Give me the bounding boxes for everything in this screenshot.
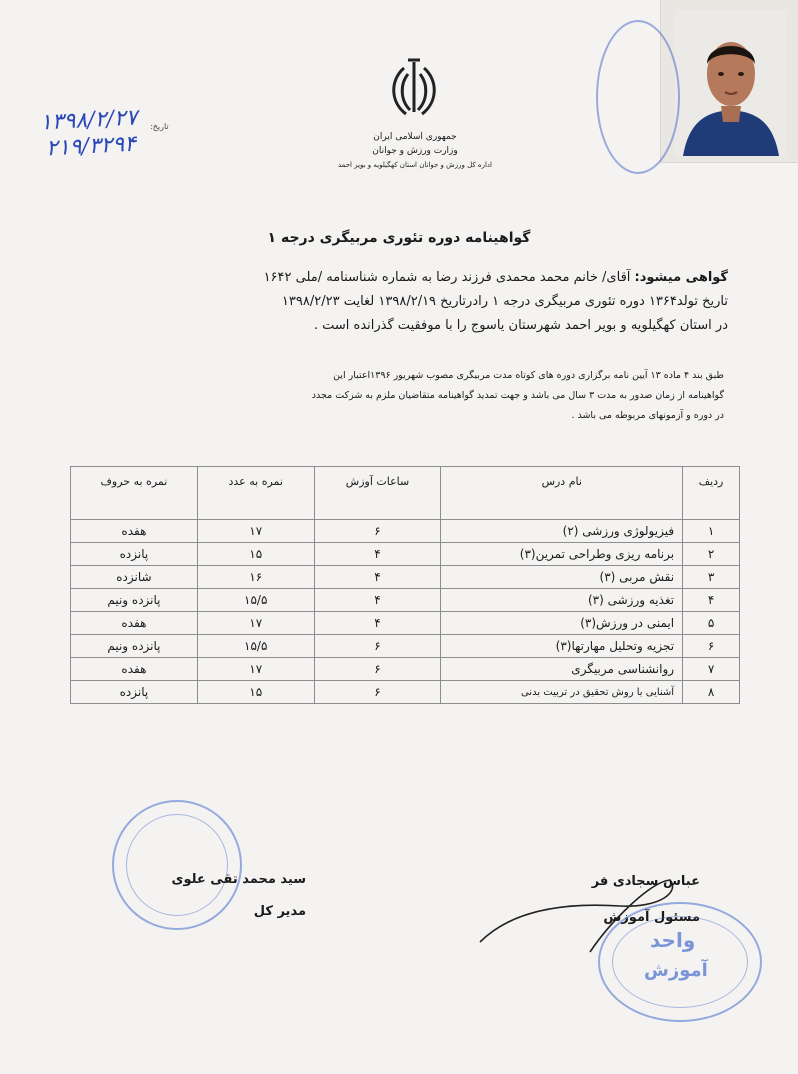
- cell-grade-number: ۱۵/۵: [197, 589, 314, 612]
- stamp-word-1: واحد: [650, 928, 696, 952]
- photo-stamp: [596, 20, 680, 174]
- table-row: [71, 635, 740, 658]
- cell-hours: ۴: [314, 612, 441, 635]
- org-line-2: وزارت ورزش و جوانان: [372, 146, 458, 156]
- table-row: [71, 658, 740, 681]
- cell-grade-word: پانزده ونیم: [71, 589, 198, 612]
- cell-row: ۸: [683, 681, 740, 704]
- table-row: [71, 681, 740, 704]
- cell-course: ایمنی در ورزش(۳): [441, 612, 683, 635]
- header-row-number: ردیف: [683, 467, 740, 520]
- table-row: [71, 589, 740, 612]
- course-table: [70, 466, 740, 704]
- signatory-name-right: عباس سجادی فر: [591, 874, 700, 889]
- cell-row: ۲: [683, 543, 740, 566]
- cell-grade-number: ۱۷: [197, 658, 314, 681]
- cell-hours: ۶: [314, 520, 441, 543]
- cell-row: ۷: [683, 658, 740, 681]
- header-hours: ساعات آوزش: [314, 467, 441, 520]
- cell-course: آشنایی با روش تحقیق در تربیت بدنی: [441, 681, 683, 704]
- body-line-1: آقای/ خانم محمد محمدی فرزند رضا به شماره شناسنامه /ملی ۱۶۴۲: [263, 270, 635, 285]
- body-line-2: تاریخ تولد۱۳۶۴ دوره تئوری مربیگری درجه ۱ رادرتاریخ ۱۳۹۸/۲/۱۹ لغایت ۱۳۹۸/۲/۲۳: [281, 294, 728, 309]
- cell-grade-word: هفده: [71, 658, 198, 681]
- cell-row: ۴: [683, 589, 740, 612]
- signatory-title-right: مسئول آموزش: [603, 910, 700, 925]
- cell-grade-number: ۱۵: [197, 681, 314, 704]
- cell-course: تغذیه ورزشی (۳): [441, 589, 683, 612]
- cell-hours: ۴: [314, 566, 441, 589]
- official-stamp-right: [598, 902, 762, 1022]
- cell-grade-number: ۱۵: [197, 543, 314, 566]
- cell-grade-number: ۱۶: [197, 566, 314, 589]
- cell-grade-word: پانزده: [71, 681, 198, 704]
- note-line-3: در دوره و آزمونهای مربوطه می باشد .: [571, 410, 724, 421]
- cell-hours: ۴: [314, 589, 441, 612]
- note-line-1: طبق بند ۴ ماده ۱۳ آیین نامه برگزاری دوره های کوتاه مدت مربیگری مصوب شهریور ۱۳۹۶اعتبار این: [333, 370, 724, 381]
- org-line-1: جمهوری اسلامی ایران: [373, 132, 457, 142]
- emblem-logo: [382, 56, 446, 122]
- holder-photo: [660, 0, 798, 163]
- certificate-title: گواهینامه دوره تئوری مربیگری درجه ۱: [267, 230, 531, 246]
- cell-course: تجزیه وتحلیل مهارتها(۳): [441, 635, 683, 658]
- cell-row: ۱: [683, 520, 740, 543]
- certificate-body: [78, 266, 728, 338]
- cell-hours: ۶: [314, 635, 441, 658]
- number-value: ۲۱۹/۳۲۹۴: [45, 131, 137, 162]
- date-value: ۱۳۹۸/۲/۲۷: [39, 105, 139, 136]
- organization-header: [280, 130, 550, 172]
- cell-grade-number: ۱۷: [197, 520, 314, 543]
- table-row: [71, 612, 740, 635]
- cell-hours: ۴: [314, 543, 441, 566]
- cell-grade-word: هفده: [71, 520, 198, 543]
- table-row: [71, 543, 740, 566]
- lead-text: گواهی میشود:: [634, 270, 728, 285]
- cell-hours: ۶: [314, 658, 441, 681]
- signatory-name-left: سید محمد تقی علوی: [171, 872, 306, 887]
- handwritten-date: [39, 105, 190, 168]
- header-grade-word: نمره به حروف: [71, 467, 198, 520]
- cell-grade-word: پانزده: [71, 543, 198, 566]
- portrait-image: [675, 10, 787, 156]
- header-grade-number: نمره به عدد: [197, 467, 314, 520]
- cell-grade-number: ۱۵/۵: [197, 635, 314, 658]
- cell-grade-number: ۱۷: [197, 612, 314, 635]
- cell-grade-word: هفده: [71, 612, 198, 635]
- cell-row: ۶: [683, 635, 740, 658]
- cell-course: نقش مربی (۳): [441, 566, 683, 589]
- date-label: تاریخ:: [150, 122, 169, 131]
- note-line-2: گواهینامه از زمان صدور به مدت ۳ سال می باشد و جهت تمدید گواهینامه متقاضیان ملزم به شرکت مجدد: [311, 390, 724, 401]
- cell-row: ۵: [683, 612, 740, 635]
- cell-course: روانشناسی مربیگری: [441, 658, 683, 681]
- body-line-3: در استان کهگیلویه و بویر احمد شهرستان یاسوج را با موفقیت گذرانده است .: [313, 318, 728, 333]
- cell-hours: ۶: [314, 681, 441, 704]
- signature-block-left: [116, 864, 306, 928]
- cell-row: ۳: [683, 566, 740, 589]
- stamp-word-2: آموزش: [644, 960, 708, 981]
- org-line-3: اداره کل ورزش و جوانان استان کهگیلویه و بویر احمد: [337, 161, 492, 169]
- table-row: [71, 520, 740, 543]
- validity-note: [62, 366, 724, 426]
- cell-course: فیزیولوژی ورزشی (۲): [441, 520, 683, 543]
- cell-course: برنامه ریزی وطراحی تمرین(۳): [441, 543, 683, 566]
- cell-grade-word: پانزده ونیم: [71, 635, 198, 658]
- header-course: نام درس: [441, 467, 683, 520]
- signatory-title-left: مدیر کل: [253, 904, 306, 919]
- cell-grade-word: شانزده: [71, 566, 198, 589]
- table-header-row: [71, 467, 740, 520]
- table-row: [71, 566, 740, 589]
